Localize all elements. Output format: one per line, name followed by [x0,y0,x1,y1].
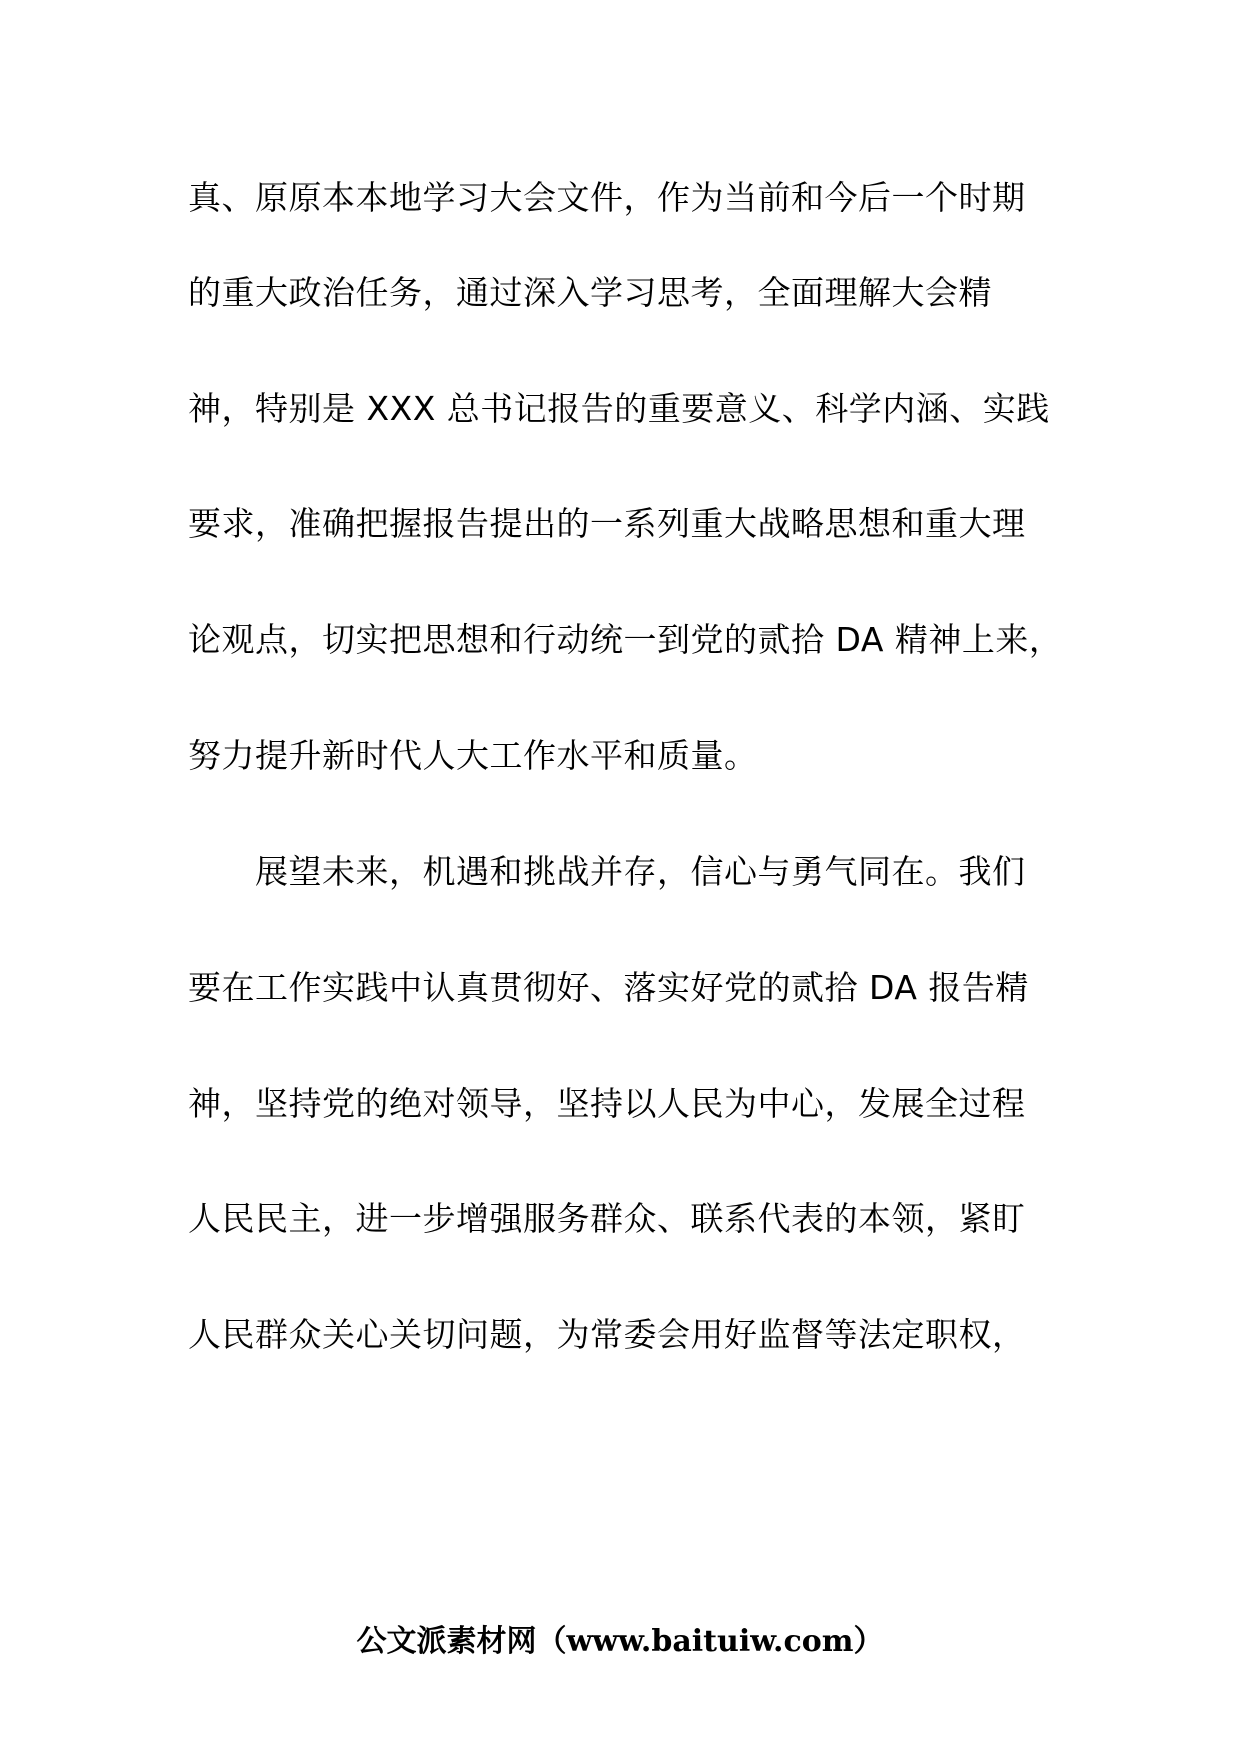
page-footer: 公文派素材网（www.baituiw.com） [356,1624,884,1659]
body-text-line: 的重大政治任务，通过深入学习思考，全面理解大会精 [188,273,992,312]
paragraph-start-line: 展望未来，机遇和挑战并存，信心与勇气同在。我们 [255,852,1026,891]
body-text-line: 要求，准确把握报告提出的一系列重大战略思想和重大理 [188,504,1026,543]
body-text-line: 要在工作实践中认真贯彻好、落实好党的贰拾 DA 报告精 [188,968,1029,1007]
body-text-line: 人民民主，进一步增强服务群众、联系代表的本领，紧盯 [188,1199,1026,1238]
body-text-line: 真、原原本本地学习大会文件，作为当前和今后一个时期 [188,178,1026,217]
body-text-line: 人民群众关心关切问题，为常委会用好监督等法定职权， [188,1315,1026,1354]
body-text-line: 论观点，切实把思想和行动统一到党的贰拾 DA 精神上来， [188,620,1063,659]
body-text-line: 努力提升新时代人大工作水平和质量。 [188,736,758,775]
body-text-line: 神，特别是 XXX 总书记报告的重要意义、科学内涵、实践 [188,389,1050,428]
body-text-line: 神，坚持党的绝对领导，坚持以人民为中心，发展全过程 [188,1084,1026,1123]
